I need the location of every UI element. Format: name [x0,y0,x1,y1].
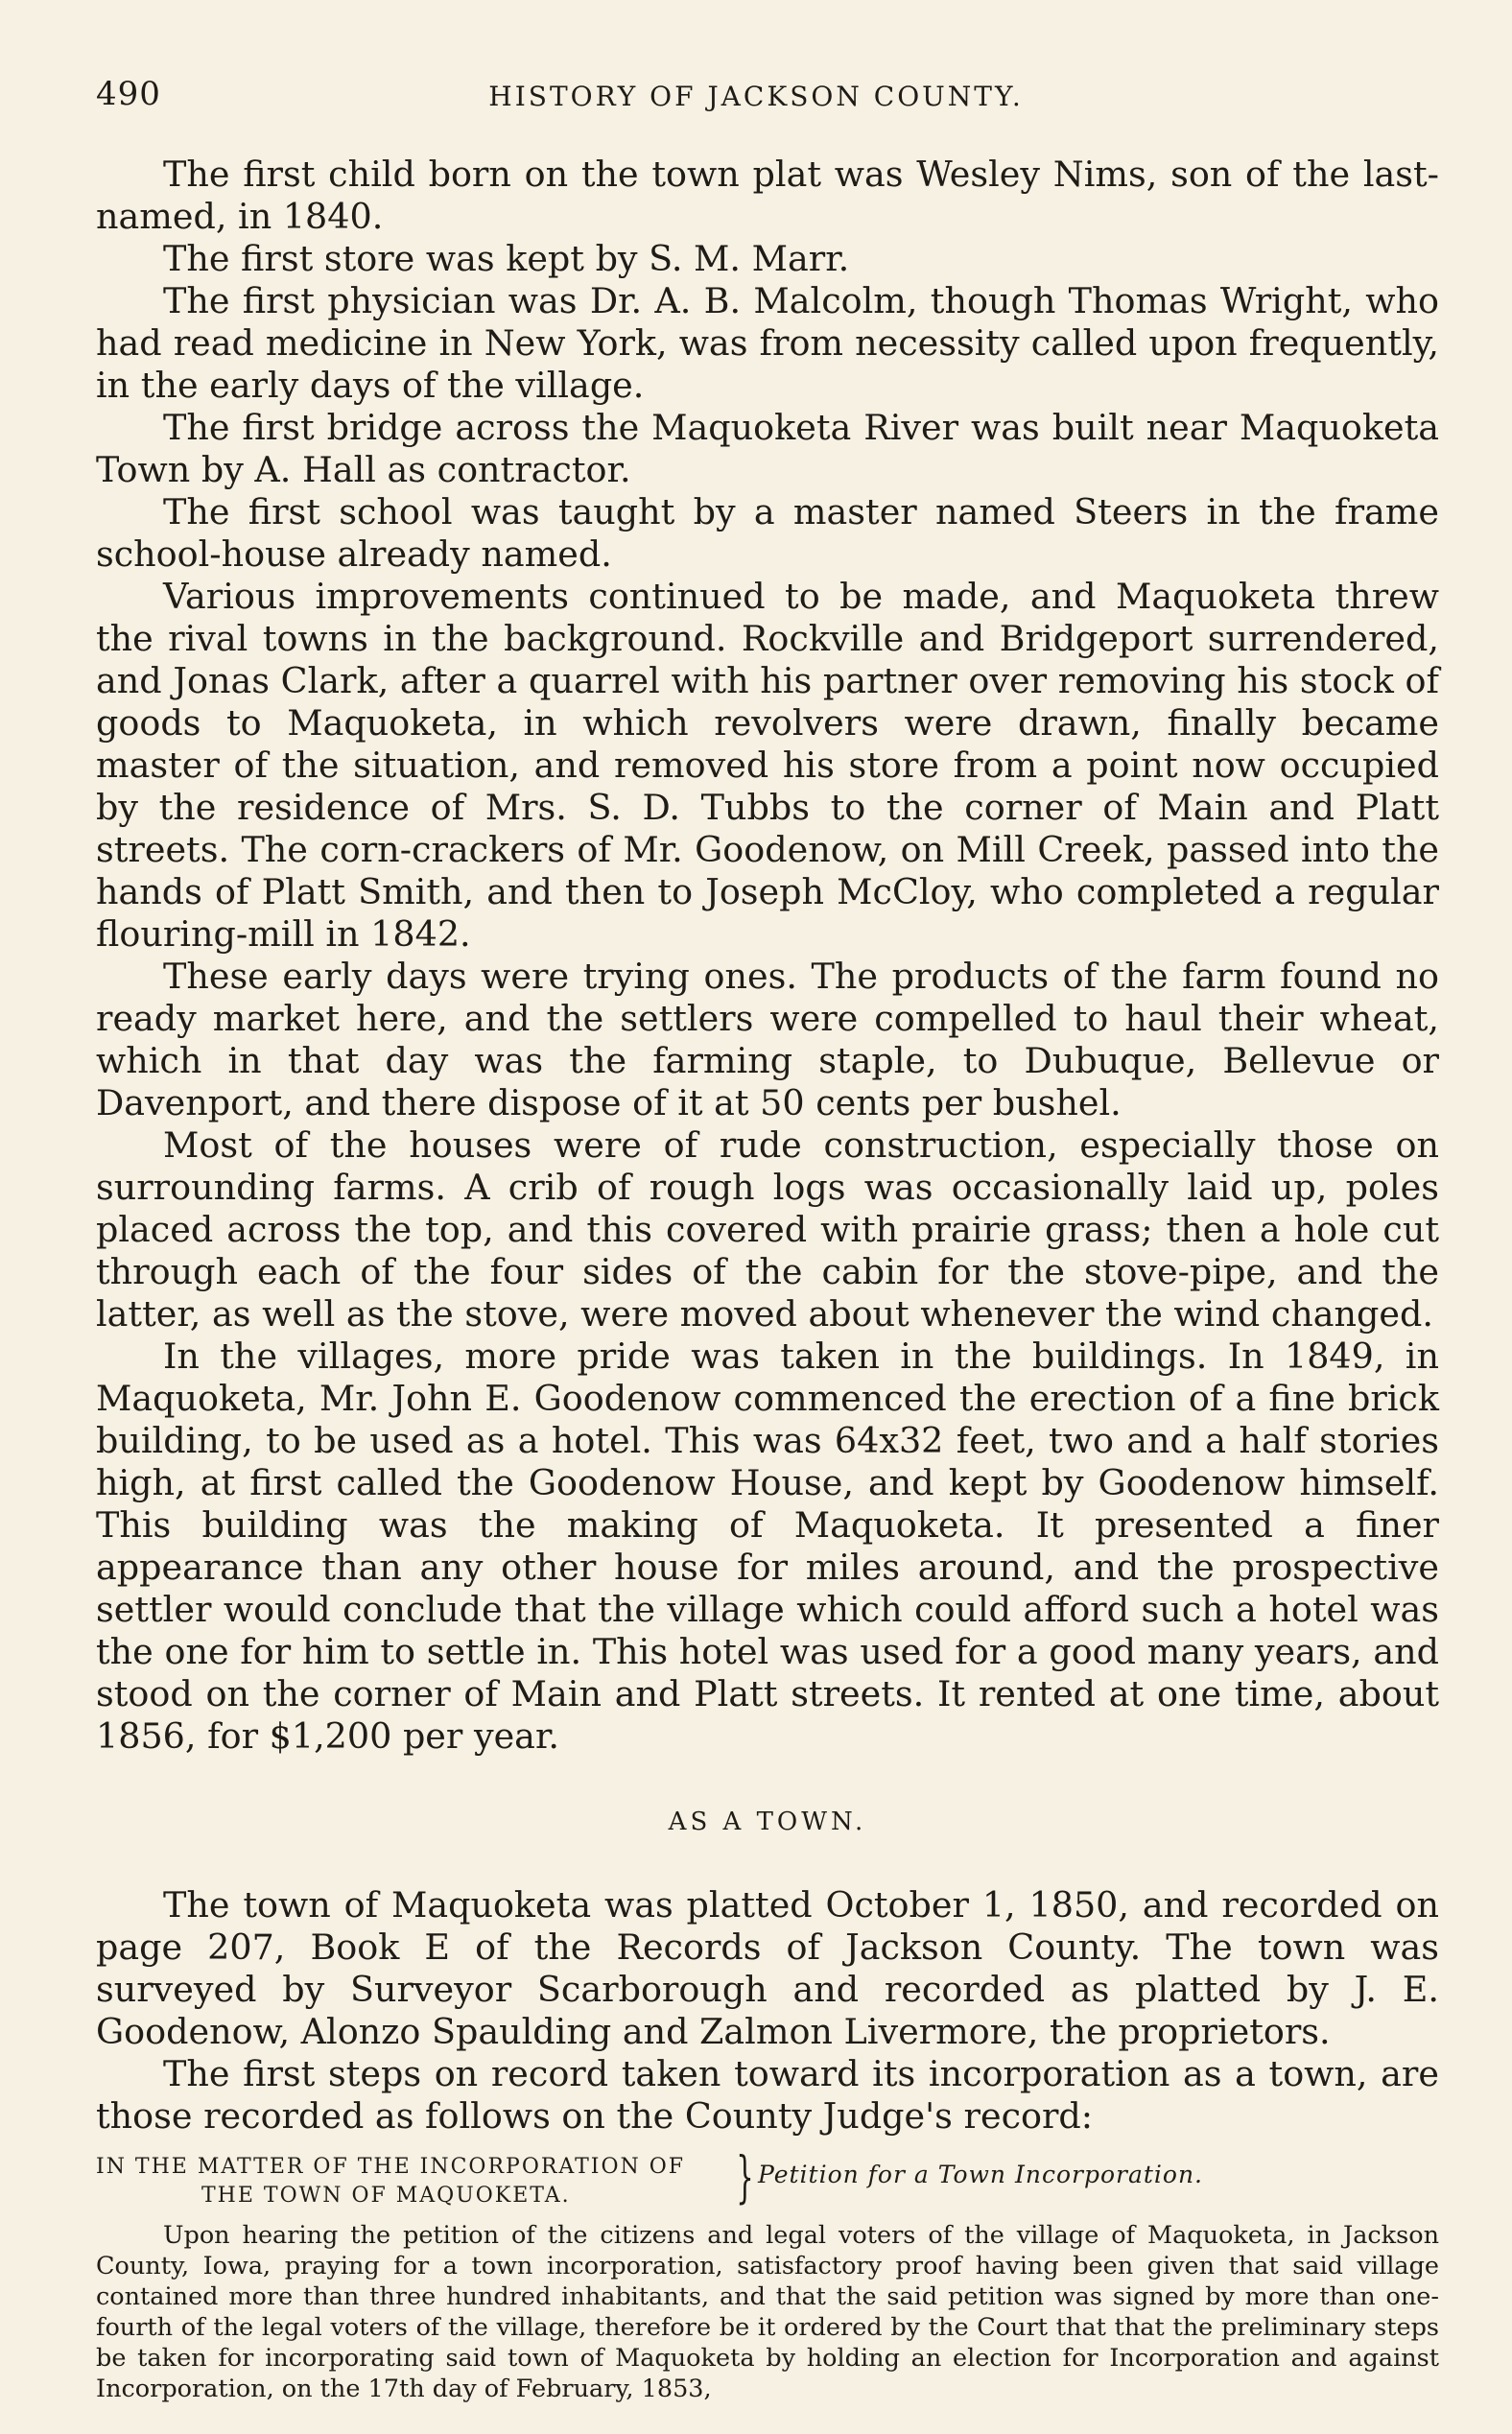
petition-caption [96,2144,1439,2220]
page-header [96,75,1416,123]
paragraph: The town of Maquoketa was platted October 1, 1850, and recorded on page 207, Book E of the Records of Jackson County. The town was surveyed by Surveyor Scarborough and recorded as platted by J. E. Goodenow, Alonzo Spaulding and Zalmon Livermore, the proprietors. [96,1884,1439,2052]
paragraph: The first bridge across the Maquoketa River was built near Maquoketa Town by A. Hall as contractor. [96,407,1439,490]
paragraph: In the villages, more pride was taken in the buildings. In 1849, in Maquoketa, Mr. John E. Goodenow commenced the erection of a fine brick building, to be used as a hotel. This was 64x32 feet, two and a half stories high, at first called the Goodenow House, and kept by Goodenow himself. This building was the making of Maquoketa. It presented a finer appearance than any other house for miles around, and the prospective settler would conclude that the village which could afford such a hotel was the one for him to settle in. This hotel was used for a good many years, and stood on the corner of Main and Platt streets. It rented at one time, about 1856, for $1,200 per year. [96,1335,1439,1757]
body-text [96,154,1439,2404]
paragraph: Various improvements continued to be made, and Maquoketa threw the rival towns in the background. Rockville and Bridgeport surrendered, and Jonas Clark, after a quarrel with his partner over removing his stock of goods to Maquoketa, in which revolvers were drawn, finally became master of the situation, and removed his store from a point now occupied by the residence of Mrs. S. D. Tubbs to the corner of Main and Platt streets. The corn-crackers of Mr. Goodenow, on Mill Creek, passed into the hands of Platt Smith, and then to Joseph McCloy, who completed a regular flouring-mill in 1842. [96,576,1439,955]
brace-icon: } [736,2144,754,2210]
paragraph: The first physician was Dr. A. B. Malcolm, though Thomas Wright, who had read medicine in New York, was from necessity called upon frequently, in the early days of the village. [96,280,1439,406]
caption-line: IN THE MATTER OF THE INCORPORATION OF [96,2155,686,2179]
caption-line: THE TOWN OF MAQUOKETA. [201,2184,571,2208]
paragraph: The first store was kept by S. M. Marr. [163,238,850,279]
page-number: 490 [96,75,161,113]
caption-matter [96,2153,729,2210]
paragraph: The first child born on the town plat was Wesley Nims, son of the last-named, in 1840. [96,154,1439,237]
paragraph: The first school was taught by a master named Steers in the frame school-house already named. [96,491,1439,575]
paragraph: The first steps on record taken toward its incorporation as a town, are those recorded as follows on the County Judge's record: [96,2053,1439,2137]
running-head: HISTORY OF JACKSON COUNTY. [488,81,1024,112]
paragraph: These early days were trying ones. The products of the farm found no ready market here, and the settlers were compelled to haul their wheat, which in that day was the farming staple, to Dubuque, Bellevue or Davenport, and there dispose of it at 50 cents per bushel. [96,956,1439,1123]
section-heading: AS A TOWN. [668,1808,867,1836]
paragraph: Most of the houses were of rude construction, especially those on surrounding farms. A crib of rough logs was occasionally laid up, poles placed across the top, and this covered with prairie grass; then a hole cut through each of the four sides of the cabin for the stove-pipe, and the latter, as well as the stove, were moved about whenever the wind changed. [96,1124,1439,1335]
petition-text: Upon hearing the petition of the citizens and legal voters of the village of Maquoketa, in Jackson County, Iowa, praying for a town incorporation, satisfactory proof having been given that said village contained more than three hundred inhabitants, and that the said petition was signed by more than one-fourth of the legal voters of the village, therefore be it ordered by the Court that that the preliminary steps be taken for incorporating said town of Maquoketa by holding an election for Incorporation and against Incorporation, on the 17th day of February, 1853, [96,2221,1439,2403]
caption-title: Petition for a Town Incorporation. [758,2161,1203,2188]
